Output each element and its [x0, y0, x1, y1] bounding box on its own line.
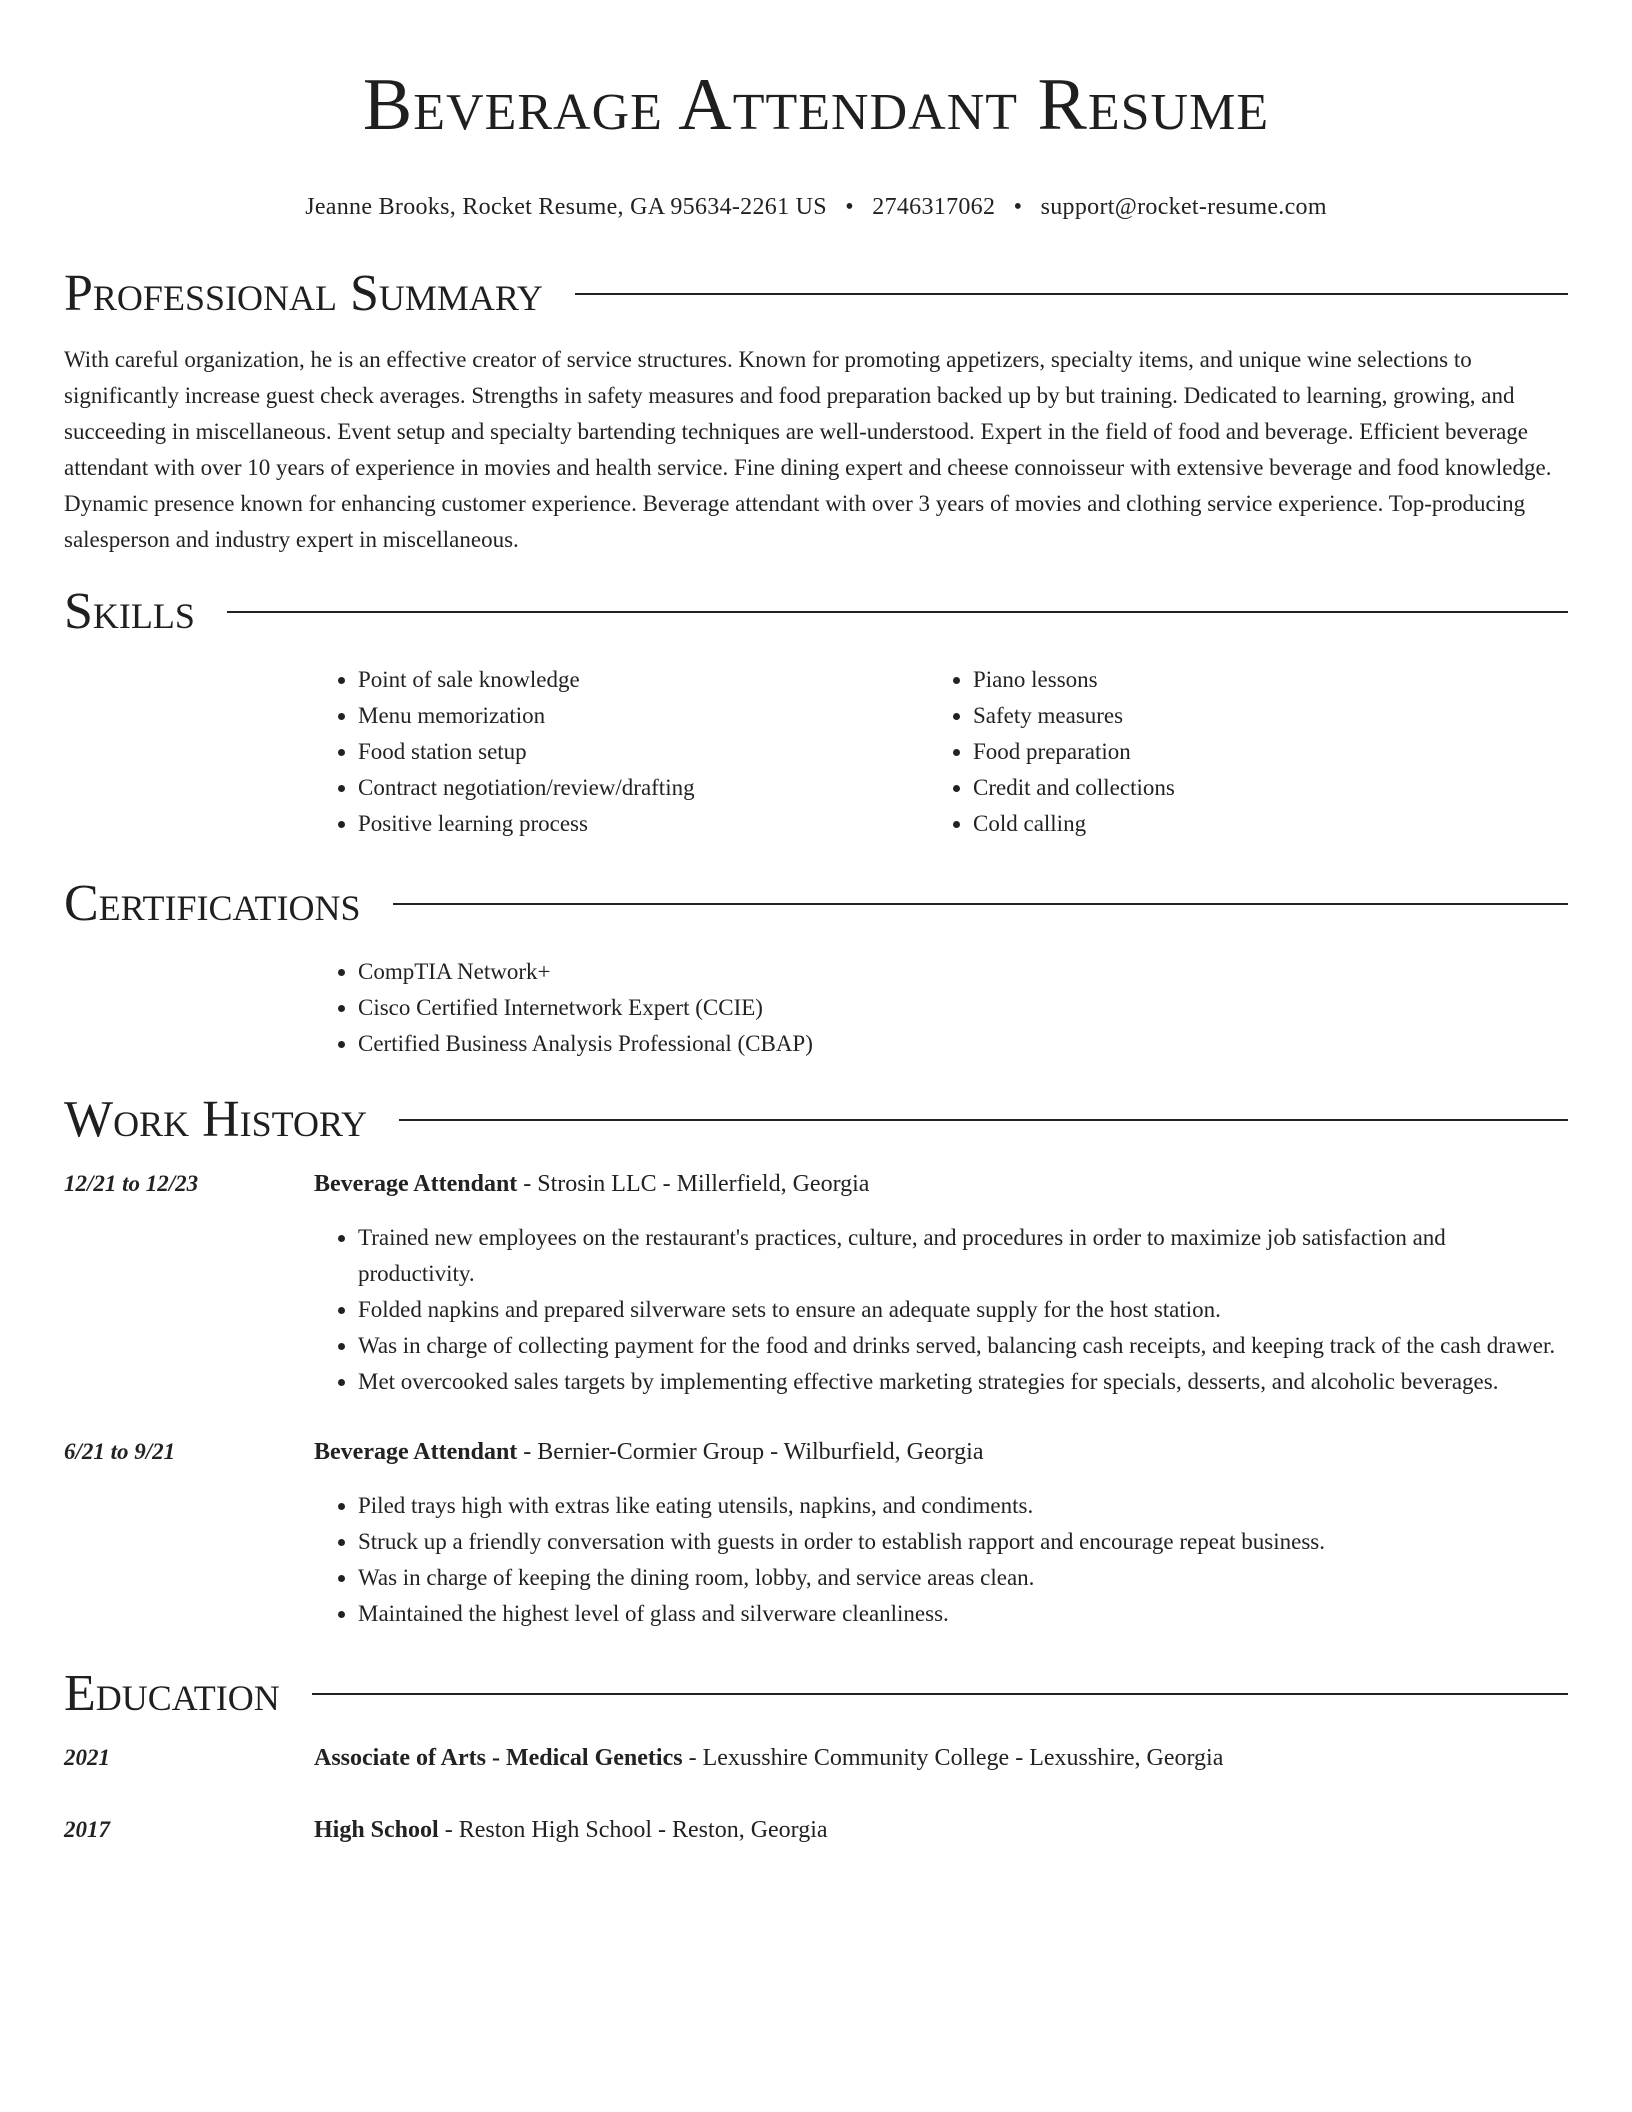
skill-item: • Positive learning process [358, 806, 929, 842]
education-year: 2017 [64, 1817, 110, 1842]
contact-separator: • [1013, 194, 1023, 220]
section-divider [227, 611, 1568, 613]
job-bullet: • Trained new employees on the restaurant's practices, culture, and procedures in order to maximize job satisfaction and productivity. [358, 1220, 1568, 1292]
skill-item: • Food preparation [973, 734, 1544, 770]
job-bullet: • Was in charge of keeping the dining room, lobby, and service areas clean. [358, 1560, 1568, 1596]
skills-list-right [929, 662, 1544, 842]
skill-item: • Safety measures [973, 698, 1544, 734]
job-bullets [314, 1488, 1568, 1632]
job-bullet: • Was in charge of collecting payment for the food and drinks served, balancing cash receipts, and keeping track of the cash drawer. [358, 1328, 1568, 1364]
skills-section [64, 580, 1568, 842]
job-bullet: • Maintained the highest level of glass and silverware cleanliness. [358, 1596, 1568, 1632]
job-dates: 12/21 to 12/23 [64, 1171, 199, 1196]
contact-address: Jeanne Brooks, Rocket Resume, GA 95634-2261 US [305, 194, 827, 220]
skills-column-right [929, 662, 1544, 842]
job-dates: 6/21 to 9/21 [64, 1439, 176, 1464]
education-degree: High School [314, 1817, 439, 1843]
job-heading [64, 1434, 1568, 1470]
certification-item: • Certified Business Analysis Professional (CBAP) [358, 1026, 1568, 1062]
resume-title: Beverage Attendant Resume [362, 64, 1270, 146]
certifications-list [314, 954, 1568, 1062]
job-bullets [314, 1220, 1568, 1400]
certifications-title: Certifications [64, 875, 361, 932]
job-entry [64, 1166, 1568, 1400]
education-section [64, 1662, 1568, 1848]
job-title-line [314, 1434, 984, 1470]
job-bullet: • Struck up a friendly conversation with guests in order to establish rapport and encourage repeat business. [358, 1524, 1568, 1560]
contact-phone: 2746317062 [872, 194, 996, 220]
job-entry [64, 1434, 1568, 1632]
job-employer: - Strosin LLC - Millerfield, Georgia [517, 1171, 870, 1197]
section-divider [393, 903, 1568, 905]
skill-item: • Menu memorization [358, 698, 929, 734]
skills-column-left [314, 662, 929, 842]
section-divider [575, 293, 1568, 295]
summary-title: Professional Summary [64, 265, 543, 322]
skill-item: • Credit and collections [973, 770, 1544, 806]
work-history-header [64, 1088, 1568, 1152]
job-bullet: • Folded napkins and prepared silverware sets to ensure an adequate supply for the host station. [358, 1292, 1568, 1328]
education-year: 2021 [64, 1745, 110, 1770]
education-entry [64, 1740, 1568, 1776]
work-history-section [64, 1088, 1568, 1632]
skill-item: • Piano lessons [973, 662, 1544, 698]
work-history-title: Work History [64, 1091, 368, 1148]
certifications-header [64, 872, 1568, 936]
education-degree: Associate of Arts - Medical Genetics [314, 1745, 683, 1771]
education-line [314, 1812, 828, 1848]
job-title: Beverage Attendant [314, 1171, 518, 1197]
certification-item: • Cisco Certified Internetwork Expert (CCIE) [358, 990, 1568, 1026]
skills-title: Skills [64, 583, 195, 640]
job-bullet: • Piled trays high with extras like eating utensils, napkins, and condiments. [358, 1488, 1568, 1524]
job-title-line [314, 1166, 869, 1202]
contact-separator: • [845, 194, 854, 220]
job-bullet: • Met overcooked sales targets by implementing effective marketing strategies for specials, desserts, and alcoholic beverages. [358, 1364, 1568, 1400]
education-line [314, 1740, 1223, 1776]
summary-text: With careful organization, he is an effective creator of service structures. Known for promoting appetizers, specialty items, and unique wine selections to significantly increase guest check averages. Strengths in safety measures and food preparation backed up by but training. Dedicated to learning, growing, and succeeding in miscellaneous. Event setup and specialty bartending techniques are well-understood. Expert in the field of food and beverage. Efficient beverage attendant with over 10 years of experience in movies and health service. Fine dining expert and cheese connoisseur with extensive beverage and food knowledge. Dynamic presence known for enhancing customer experience. Beverage attendant with over 3 years of movies and clothing service experience. Top-producing salesperson and industry expert in miscellaneous. [64, 347, 1552, 552]
education-school: - Reston High School - Reston, Georgia [438, 1817, 828, 1843]
education-school: - Lexusshire Community College - Lexusshire, Georgia [682, 1745, 1224, 1771]
certification-item: • CompTIA Network+ [358, 954, 1568, 990]
job-heading [64, 1166, 1568, 1202]
education-entry [64, 1812, 1568, 1848]
skill-item: • Contract negotiation/review/drafting [358, 770, 929, 806]
education-header [64, 1662, 1568, 1726]
section-divider [399, 1119, 1568, 1121]
contact-line [64, 192, 1568, 222]
section-divider [312, 1693, 1568, 1695]
education-title: Education [64, 1665, 280, 1722]
skill-item: • Food station setup [358, 734, 929, 770]
certifications-section [64, 872, 1568, 1062]
job-title: Beverage Attendant [314, 1439, 518, 1465]
skill-item: • Point of sale knowledge [358, 662, 929, 698]
job-employer: - Bernier-Cormier Group - Wilburfield, Georgia [517, 1439, 984, 1465]
skills-header [64, 580, 1568, 644]
skills-columns [314, 662, 1568, 842]
contact-email: support@rocket-resume.com [1040, 194, 1327, 220]
skill-item: • Cold calling [973, 806, 1544, 842]
skills-list-left [314, 662, 929, 842]
summary-section [64, 262, 1568, 558]
summary-header [64, 262, 1568, 326]
